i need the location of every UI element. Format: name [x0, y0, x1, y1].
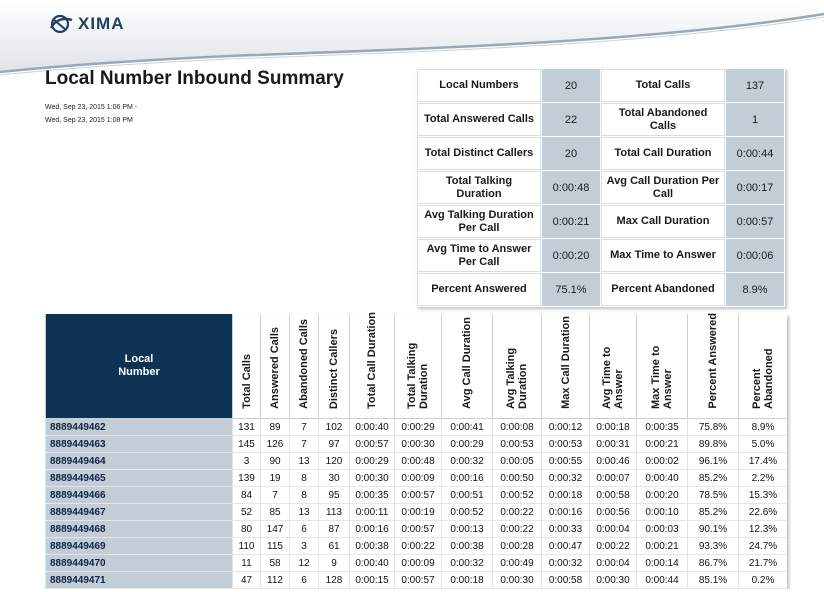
summary-value-max-time-to-answer: 0:00:06 — [726, 239, 784, 272]
cell-avg-call-duration: 0:00:16 — [442, 470, 493, 487]
cell-distinct-callers: 128 — [319, 572, 350, 589]
cell-total-calls: 3 — [233, 453, 261, 470]
table-row[interactable] — [46, 419, 788, 436]
column-header-label: Percent Abandoned — [751, 348, 775, 409]
summary-label-total-calls: Total Calls — [601, 69, 725, 102]
cell-total-calls: 110 — [233, 538, 261, 555]
table-row[interactable] — [46, 453, 788, 470]
column-header-label: Distinct Callers — [328, 328, 340, 409]
logo-text: XIMA — [78, 14, 125, 33]
cell-avg-talking-duration: 0:00:30 — [493, 572, 542, 589]
cell-distinct-callers: 95 — [319, 487, 350, 504]
cell-max-call-duration: 0:00:33 — [542, 521, 590, 538]
cell-avg-call-duration: 0:00:51 — [442, 487, 493, 504]
cell-max-time-to-answer: 0:00:21 — [637, 538, 688, 555]
cell-distinct-callers: 113 — [319, 504, 350, 521]
cell-total-talking-duration: 0:00:09 — [395, 470, 442, 487]
column-header-label: Answered Calls — [269, 327, 281, 409]
cell-percent-abandoned: 24.7% — [739, 538, 788, 555]
cell-percent-answered: 75.8% — [688, 419, 739, 436]
cell-abandoned-calls: 3 — [290, 538, 319, 555]
cell-abandoned-calls: 6 — [290, 572, 319, 589]
cell-max-call-duration: 0:00:55 — [542, 453, 590, 470]
summary-value-total-answered-calls: 22 — [542, 103, 600, 136]
cell-max-time-to-answer: 0:00:10 — [637, 504, 688, 521]
summary-label-total-abandoned-calls: Total Abandoned Calls — [601, 103, 725, 136]
cell-percent-abandoned: 12.3% — [739, 521, 788, 538]
cell-avg-time-to-answer: 0:00:07 — [590, 470, 637, 487]
cell-avg-talking-duration: 0:00:52 — [493, 487, 542, 504]
cell-answered-calls: 147 — [261, 521, 290, 538]
table-row[interactable] — [46, 555, 788, 572]
cell-avg-call-duration: 0:00:18 — [442, 572, 493, 589]
cell-percent-abandoned: 15.3% — [739, 487, 788, 504]
table-row[interactable] — [46, 504, 788, 521]
summary-row — [417, 205, 784, 238]
cell-total-talking-duration: 0:00:57 — [395, 572, 442, 589]
page-title: Local Number Inbound Summary — [45, 68, 344, 89]
column-header-answered-calls[interactable] — [261, 314, 290, 419]
cell-answered-calls: 115 — [261, 538, 290, 555]
summary-label-total-distinct-callers: Total Distinct Callers — [417, 137, 541, 170]
cell-max-call-duration: 0:00:58 — [542, 572, 590, 589]
cell-percent-answered: 85.2% — [688, 504, 739, 521]
cell-avg-time-to-answer: 0:00:22 — [590, 538, 637, 555]
cell-avg-time-to-answer: 0:00:30 — [590, 572, 637, 589]
summary-label-avg-talking-duration-per-call: Avg Talking Duration Per Call — [417, 205, 541, 238]
column-header-total-calls[interactable] — [233, 314, 261, 419]
cell-percent-answered: 86.7% — [688, 555, 739, 572]
cell-total-calls: 52 — [233, 504, 261, 521]
summary-value-avg-call-duration-per-call: 0:00:17 — [726, 171, 784, 204]
cell-total-talking-duration: 0:00:48 — [395, 453, 442, 470]
cell-total-call-duration: 0:00:40 — [350, 419, 395, 436]
cell-avg-talking-duration: 0:00:28 — [493, 538, 542, 555]
cell-percent-answered: 78.5% — [688, 487, 739, 504]
summary-row — [417, 103, 784, 136]
cell-max-call-duration: 0:00:18 — [542, 487, 590, 504]
cell-total-calls: 11 — [233, 555, 261, 572]
summary-label-local-numbers: Local Numbers — [417, 69, 541, 102]
cell-total-call-duration: 0:00:15 — [350, 572, 395, 589]
cell-distinct-callers: 30 — [319, 470, 350, 487]
cell-total-call-duration: 0:00:40 — [350, 555, 395, 572]
summary-label-max-call-duration: Max Call Duration — [601, 205, 725, 238]
table-row[interactable] — [46, 470, 788, 487]
cell-abandoned-calls: 8 — [290, 487, 319, 504]
cell-max-time-to-answer: 0:00:21 — [637, 436, 688, 453]
cell-total-call-duration: 0:00:57 — [350, 436, 395, 453]
cell-total-call-duration: 0:00:30 — [350, 470, 395, 487]
summary-row — [417, 137, 784, 170]
cell-avg-talking-duration: 0:00:08 — [493, 419, 542, 436]
cell-answered-calls: 90 — [261, 453, 290, 470]
cell-total-call-duration: 0:00:29 — [350, 453, 395, 470]
summary-row — [417, 69, 784, 102]
column-header-max-time-to-answer[interactable] — [637, 314, 688, 419]
xima-logo — [48, 13, 125, 35]
local-number-cell: 8889449468 — [46, 521, 233, 538]
cell-abandoned-calls: 6 — [290, 521, 319, 538]
cell-percent-answered: 90.1% — [688, 521, 739, 538]
table-row[interactable] — [46, 572, 788, 589]
cell-max-call-duration: 0:00:32 — [542, 470, 590, 487]
column-header-abandoned-calls[interactable] — [290, 314, 319, 419]
cell-avg-call-duration: 0:00:32 — [442, 555, 493, 572]
summary-row — [417, 273, 784, 306]
cell-max-call-duration: 0:00:53 — [542, 436, 590, 453]
cell-percent-answered: 96.1% — [688, 453, 739, 470]
column-header-label: Avg Time to Answer — [601, 346, 625, 409]
column-header-label: Percent Answered — [707, 313, 719, 409]
cell-distinct-callers: 61 — [319, 538, 350, 555]
column-header-max-call-duration[interactable] — [542, 314, 590, 419]
cell-abandoned-calls: 13 — [290, 504, 319, 521]
cell-max-time-to-answer: 0:00:44 — [637, 572, 688, 589]
cell-total-talking-duration: 0:00:57 — [395, 521, 442, 538]
cell-abandoned-calls: 7 — [290, 436, 319, 453]
table-row[interactable] — [46, 521, 788, 538]
cell-avg-talking-duration: 0:00:05 — [493, 453, 542, 470]
cell-total-call-duration: 0:00:16 — [350, 521, 395, 538]
cell-abandoned-calls: 13 — [290, 453, 319, 470]
summary-value-total-talking-duration: 0:00:48 — [542, 171, 600, 204]
cell-avg-talking-duration: 0:00:22 — [493, 521, 542, 538]
local-number-table — [45, 314, 787, 589]
cell-percent-answered: 89.8% — [688, 436, 739, 453]
cell-total-call-duration: 0:00:38 — [350, 538, 395, 555]
summary-value-percent-answered: 75.1% — [542, 273, 600, 306]
column-header-label: Max Call Duration — [559, 316, 572, 409]
summary-value-max-call-duration: 0:00:57 — [726, 205, 784, 238]
cell-avg-talking-duration: 0:00:22 — [493, 504, 542, 521]
column-header-label: Max Time to Answer — [650, 345, 674, 409]
cell-answered-calls: 58 — [261, 555, 290, 572]
cell-avg-time-to-answer: 0:00:18 — [590, 419, 637, 436]
column-header-avg-time-to-answer[interactable] — [590, 314, 637, 419]
cell-total-talking-duration: 0:00:57 — [395, 487, 442, 504]
cell-total-talking-duration: 0:00:30 — [395, 436, 442, 453]
cell-avg-time-to-answer: 0:00:46 — [590, 453, 637, 470]
cell-max-time-to-answer: 0:00:40 — [637, 470, 688, 487]
column-header-label: Abandoned Calls — [298, 319, 310, 409]
cell-percent-answered: 85.1% — [688, 572, 739, 589]
summary-row — [417, 171, 784, 204]
cell-total-calls: 139 — [233, 470, 261, 487]
summary-value-total-abandoned-calls: 1 — [726, 103, 784, 136]
table-row[interactable] — [46, 436, 788, 453]
summary-value-avg-talking-duration-per-call: 0:00:21 — [542, 205, 600, 238]
cell-max-time-to-answer: 0:00:20 — [637, 487, 688, 504]
summary-row — [417, 239, 784, 272]
table-row[interactable] — [46, 487, 788, 504]
cell-avg-call-duration: 0:00:41 — [442, 419, 493, 436]
cell-percent-answered: 93.3% — [688, 538, 739, 555]
cell-abandoned-calls: 8 — [290, 470, 319, 487]
cell-distinct-callers: 102 — [319, 419, 350, 436]
cell-max-time-to-answer: 0:00:14 — [637, 555, 688, 572]
cell-distinct-callers: 87 — [319, 521, 350, 538]
cell-abandoned-calls: 7 — [290, 419, 319, 436]
cell-answered-calls: 112 — [261, 572, 290, 589]
local-number-cell: 8889449467 — [46, 504, 233, 521]
cell-avg-talking-duration: 0:00:53 — [493, 436, 542, 453]
cell-distinct-callers: 97 — [319, 436, 350, 453]
cell-avg-talking-duration: 0:00:49 — [493, 555, 542, 572]
summary-label-max-time-to-answer: Max Time to Answer — [601, 239, 725, 272]
cell-total-call-duration: 0:00:35 — [350, 487, 395, 504]
summary-value-local-numbers: 20 — [542, 69, 600, 102]
cell-max-time-to-answer: 0:00:35 — [637, 419, 688, 436]
cell-total-talking-duration: 0:00:09 — [395, 555, 442, 572]
summary-value-percent-abandoned: 8.9% — [726, 273, 784, 306]
cell-avg-call-duration: 0:00:32 — [442, 453, 493, 470]
column-header-distinct-callers[interactable] — [319, 314, 350, 419]
cell-max-time-to-answer: 0:00:03 — [637, 521, 688, 538]
cell-max-call-duration: 0:00:32 — [542, 555, 590, 572]
summary-label-total-call-duration: Total Call Duration — [601, 137, 725, 170]
cell-max-call-duration: 0:00:16 — [542, 504, 590, 521]
cell-max-time-to-answer: 0:00:02 — [637, 453, 688, 470]
cell-distinct-callers: 9 — [319, 555, 350, 572]
cell-total-talking-duration: 0:00:19 — [395, 504, 442, 521]
cell-max-call-duration: 0:00:47 — [542, 538, 590, 555]
summary-label-percent-answered: Percent Answered — [417, 273, 541, 306]
local-number-cell: 8889449469 — [46, 538, 233, 555]
cell-total-calls: 47 — [233, 572, 261, 589]
summary-label-total-answered-calls: Total Answered Calls — [417, 103, 541, 136]
local-number-cell: 8889449466 — [46, 487, 233, 504]
summary-value-total-calls: 137 — [726, 69, 784, 102]
cell-distinct-callers: 120 — [319, 453, 350, 470]
summary-value-avg-time-to-answer-per-call: 0:00:20 — [542, 239, 600, 272]
local-number-cell: 8889449465 — [46, 470, 233, 487]
column-header-label: Total Call Duration — [366, 312, 378, 409]
column-header-avg-call-duration[interactable] — [442, 314, 493, 419]
cell-percent-abandoned: 2.2% — [739, 470, 788, 487]
date-from: Wed, Sep 23, 2015 1:06 PM - — [45, 104, 138, 111]
summary-label-total-talking-duration: Total Talking Duration — [417, 171, 541, 204]
column-header-label: Avg Call Duration — [461, 317, 473, 409]
cell-total-talking-duration: 0:00:29 — [395, 419, 442, 436]
summary-label-avg-time-to-answer-per-call: Avg Time to Answer Per Call — [417, 239, 541, 272]
local-number-cell: 8889449463 — [46, 436, 233, 453]
date-range — [45, 101, 137, 127]
cell-avg-call-duration: 0:00:29 — [442, 436, 493, 453]
column-header-total-talking-duration[interactable] — [395, 314, 442, 419]
column-header-avg-talking-duration[interactable] — [493, 314, 542, 419]
local-number-cell: 8889449462 — [46, 419, 233, 436]
local-number-cell: 8889449470 — [46, 555, 233, 572]
cell-avg-call-duration: 0:00:38 — [442, 538, 493, 555]
cell-avg-time-to-answer: 0:00:31 — [590, 436, 637, 453]
column-header-label: Total Talking Duration — [406, 342, 430, 409]
column-header-label: Local Number — [118, 353, 160, 378]
cell-avg-time-to-answer: 0:00:56 — [590, 504, 637, 521]
cell-percent-answered: 85.2% — [688, 470, 739, 487]
cell-percent-abandoned: 5.0% — [739, 436, 788, 453]
column-header-local-number[interactable] — [46, 314, 233, 419]
cell-total-calls: 145 — [233, 436, 261, 453]
cell-answered-calls: 126 — [261, 436, 290, 453]
logo-globe-icon — [48, 13, 74, 35]
cell-percent-abandoned: 21.7% — [739, 555, 788, 572]
column-header-label: Avg Talking Duration — [505, 347, 529, 409]
summary-label-avg-call-duration-per-call: Avg Call Duration Per Call — [601, 171, 725, 204]
column-header-percent-abandoned[interactable] — [739, 314, 788, 419]
cell-answered-calls: 89 — [261, 419, 290, 436]
cell-total-calls: 84 — [233, 487, 261, 504]
cell-percent-abandoned: 17.4% — [739, 453, 788, 470]
cell-total-calls: 131 — [233, 419, 261, 436]
column-header-percent-answered[interactable] — [688, 314, 739, 419]
cell-avg-call-duration: 0:00:13 — [442, 521, 493, 538]
cell-total-talking-duration: 0:00:22 — [395, 538, 442, 555]
cell-answered-calls: 7 — [261, 487, 290, 504]
cell-max-call-duration: 0:00:12 — [542, 419, 590, 436]
cell-percent-abandoned: 8.9% — [739, 419, 788, 436]
cell-avg-time-to-answer: 0:00:58 — [590, 487, 637, 504]
local-number-cell: 8889449471 — [46, 572, 233, 589]
cell-answered-calls: 85 — [261, 504, 290, 521]
summary-label-percent-abandoned: Percent Abandoned — [601, 273, 725, 306]
date-to: Wed, Sep 23, 2015 1:08 PM — [45, 117, 133, 124]
local-number-cell: 8889449464 — [46, 453, 233, 470]
summary-value-total-distinct-callers: 20 — [542, 137, 600, 170]
cell-percent-abandoned: 0.2% — [739, 572, 788, 589]
cell-avg-talking-duration: 0:00:50 — [493, 470, 542, 487]
cell-total-call-duration: 0:00:11 — [350, 504, 395, 521]
column-header-label: Total Calls — [240, 354, 253, 409]
cell-avg-call-duration: 0:00:52 — [442, 504, 493, 521]
summary-value-total-call-duration: 0:00:44 — [726, 137, 784, 170]
cell-total-calls: 80 — [233, 521, 261, 538]
cell-answered-calls: 19 — [261, 470, 290, 487]
cell-avg-time-to-answer: 0:00:04 — [590, 521, 637, 538]
cell-percent-abandoned: 22.6% — [739, 504, 788, 521]
cell-abandoned-calls: 12 — [290, 555, 319, 572]
cell-avg-time-to-answer: 0:00:04 — [590, 555, 637, 572]
summary-table — [416, 68, 785, 307]
table-row[interactable] — [46, 538, 788, 555]
column-header-total-call-duration[interactable] — [350, 314, 395, 419]
